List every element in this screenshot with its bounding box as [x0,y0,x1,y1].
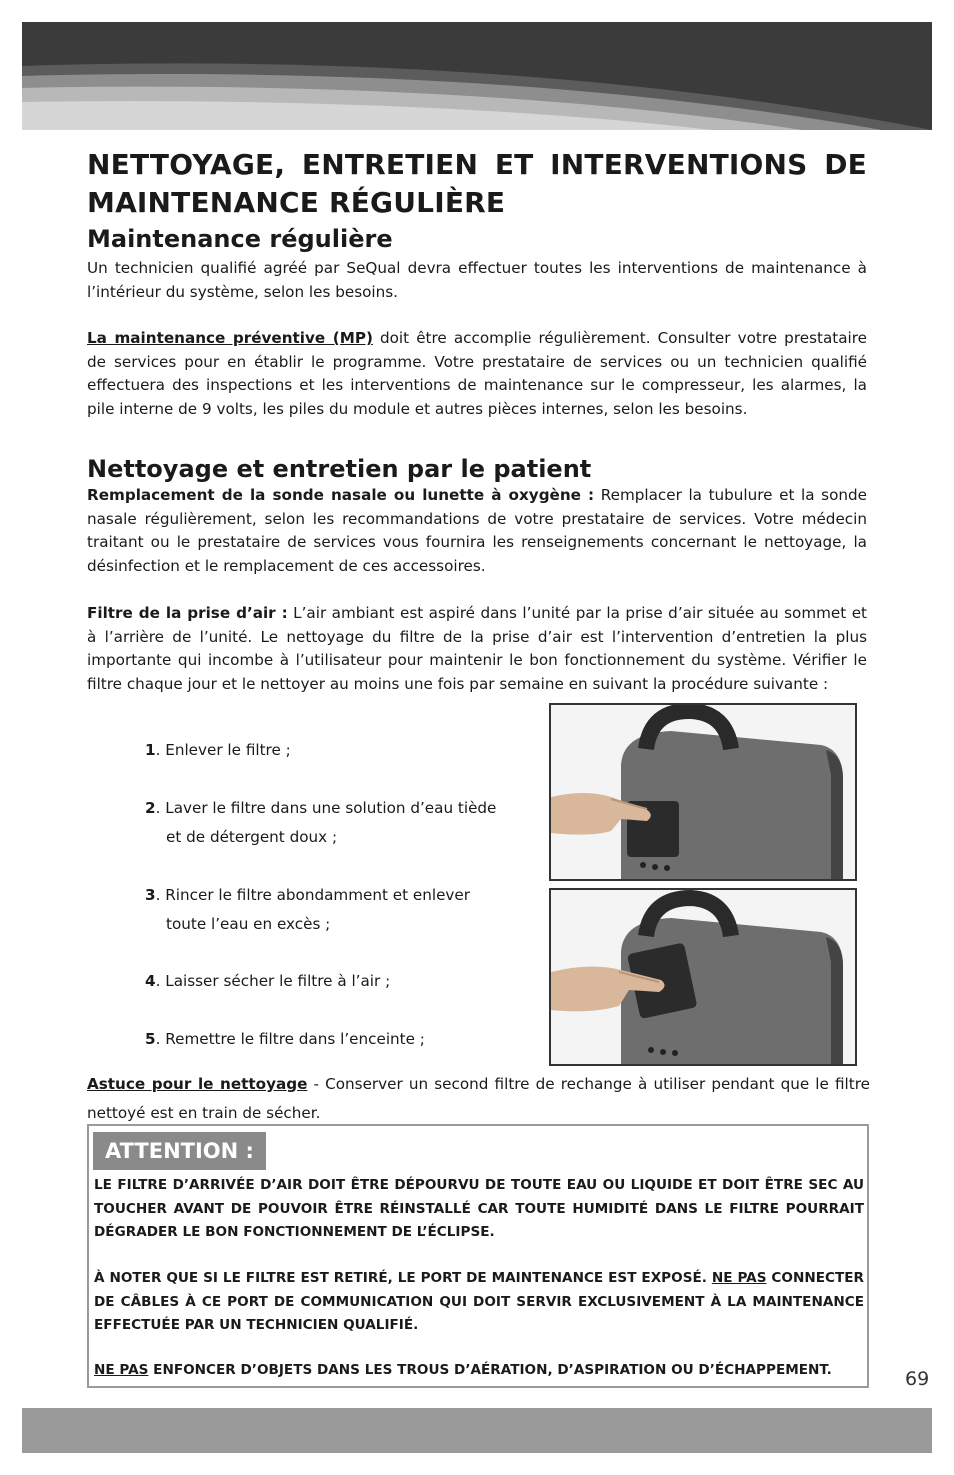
cleaning-tip-label: Astuce pour le nettoyage [87,1075,308,1093]
nasal-cannula-text: Remplacer la tubulure et la sonde nasale régulièrement, selon les recommandations de votre prestataire de services. Votre médecin traitant ou le prestataire de services vous fournira les renseignements concernant le nettoyage, la désinfection et le remplacement de ces accessoires. [87,486,867,575]
header-band [22,22,932,130]
preventive-maintenance-label: La maintenance préventive (MP) [87,329,373,347]
attention-paragraph-filter: LE FILTRE D’ARRIVÉE D’AIR DOIT ÊTRE DÉPOURVU DE TOUTE EAU OU LIQUIDE ET DOIT ÊTRE SEC AU TOUCHER AVANT DE POUVOIR ÊTRE RÉINSTALLÉ CAR TOUTE HUMIDITÉ DANS LE FILTRE POURRAIT DÉGRADER LE BON FONCTIONNEMENT DE L’ÉCLIPSE. [94,1177,864,1240]
list-item: 3. Rincer le filtre abondamment et enlever toute l’eau en excès ; [145,886,470,933]
preventive-maintenance-paragraph [87,327,867,421]
air-filter-label: Filtre de la prise d’air : [87,604,288,622]
attention-paragraph-port: À NOTER QUE SI LE FILTRE EST RETIRÉ, LE PORT DE MAINTENANCE EST EXPOSÉ. NE PAS CONNECTER DE CÂBLES À CE PORT DE COMMUNICATION QUI DOIT SERVIR EXCLUSIVEMENT À LA MAINTENANCE EFFECTUÉE PAR UN TECHNICIEN QUALIFIÉ. [94,1270,865,1333]
section-heading-maintenance: Maintenance régulière [87,225,393,253]
preventive-maintenance-text: doit être accomplie régulièrement. Consulter votre prestataire de services pour en établir le programme. Votre prestataire de services ou un technicien qualifié effectuera des inspections et les interventions de maintenance sur le compresseur, les alarmes, la pile interne de 9 volts, les piles du module et autres pièces internes, selon les besoins. [87,329,867,418]
nasal-cannula-paragraph [87,484,867,578]
page-title: NETTOYAGE, ENTRETIEN ET INTERVENTIONS DE MAINTENANCE RÉGULIÈRE [87,148,867,219]
filter-removal-photo-1 [549,703,857,881]
air-filter-text: L’air ambiant est aspiré dans l’unité par la prise d’air située au sommet et à l’arrière de l’unité. Le nettoyage du filtre de la prise d’air est l’intervention d’entretien la plus importante qui incombe à l’utilisateur pour maintenir le bon fonctionnement du système. Vérifier le filtre chaque jour et le nettoyer au moins une fois par semaine en suivant la procédure suivante : [87,604,868,693]
footer-band [22,1408,932,1453]
attention-box [87,1124,869,1388]
cleaning-tip-text: - Conserver un second filtre de rechange à utiliser pendant que le filtre nettoyé est en train de sécher. [87,1075,870,1122]
nasal-cannula-label: Remplacement de la sonde nasale ou lunette à oxygène : [87,486,595,504]
device-illustration [551,705,855,879]
page-number: 69 [905,1368,930,1390]
section-heading-patient-care: Nettoyage et entretien par le patient [87,455,592,483]
list-item: 5. Remettre le filtre dans l’enceinte ; [145,1030,425,1048]
list-item: 2. Laver le filtre dans une solution d’eau tiède et de détergent doux ; [145,799,497,846]
maintenance-intro-paragraph: Un technicien qualifié agréé par SeQual devra effectuer toutes les interventions de maintenance à l’intérieur du système, selon les besoins. [87,259,867,301]
air-filter-paragraph [87,602,867,696]
filter-removal-photo-2 [549,888,857,1066]
cleaning-tip-paragraph [87,1070,870,1128]
list-item: 1. Enlever le filtre ; [145,741,291,759]
attention-label: ATTENTION : [93,1132,266,1170]
list-item: 4. Laisser sécher le filtre à l’air ; [145,972,391,990]
header-swoosh-decoration [22,22,932,130]
attention-paragraph-vents: NE PAS ENFONCER D’OBJETS DANS LES TROUS D’AÉRATION, D’ASPIRATION OU D’ÉCHAPPEMENT. [94,1362,832,1378]
device-illustration [551,890,855,1064]
